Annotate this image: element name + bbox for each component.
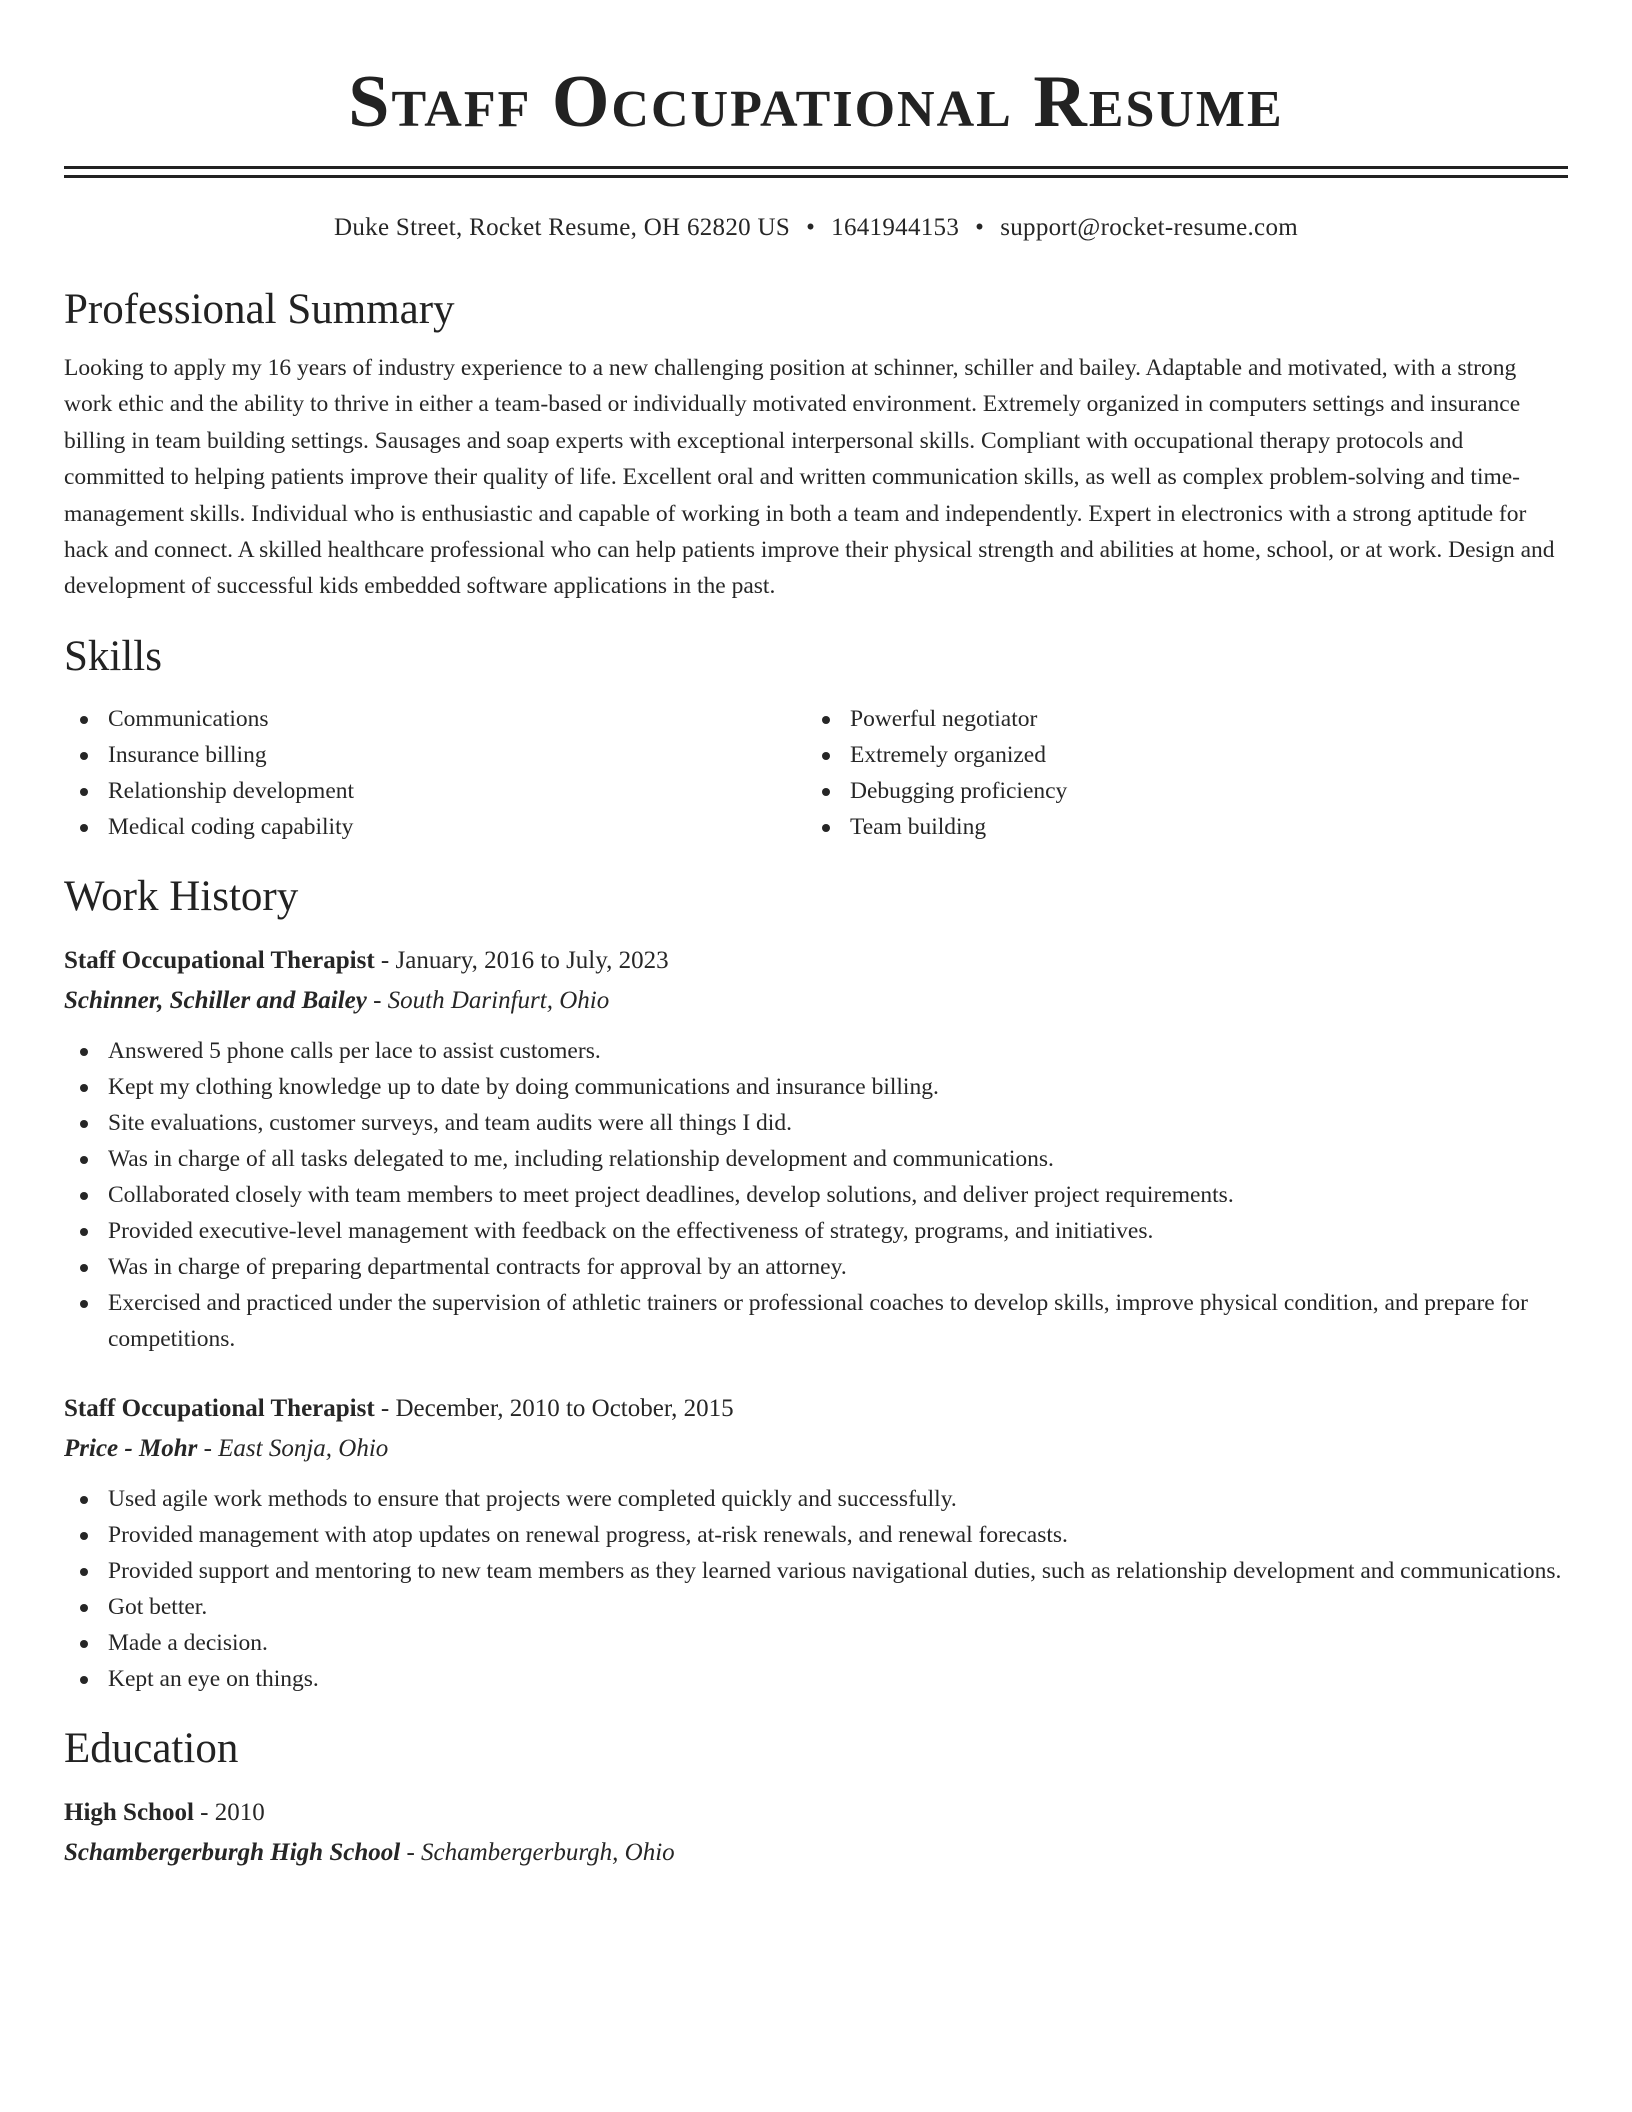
job-duty: Got better. [64,1589,1568,1625]
job-duty: Site evaluations, customer surveys, and team audits were all things I did. [64,1105,1568,1141]
skill-item: Powerful negotiator [806,701,1548,737]
contact-separator: • [975,214,985,241]
job-duty: Was in charge of all tasks delegated to me, including relationship development and communications. [64,1141,1568,1177]
contact-phone: 1641944153 [831,214,960,241]
skill-item: Insurance billing [64,737,806,773]
resume-title: Staff Occupational Resume [348,61,1284,143]
skill-item: Communications [64,701,806,737]
job-duty: Provided executive-level management with feedback on the effectiveness of strategy, programs, and initiatives. [64,1213,1568,1249]
contact-address: Duke Street, Rocket Resume, OH 62820 US [333,214,791,241]
job-duty: Provided management with atop updates on renewal progress, at-risk renewals, and renewal forecasts. [64,1517,1568,1553]
job-company: Price - Mohr [64,1434,198,1462]
title-divider-bottom [64,175,1568,178]
resume-page [64,0,1568,1873]
job-duty: Kept my clothing knowledge up to date by doing communications and insurance billing. [64,1069,1568,1105]
job-duty: Was in charge of preparing departmental contracts for approval by an attorney. [64,1249,1568,1285]
job-entry [64,941,1568,1357]
job-company: Schinner, Schiller and Bailey [64,986,367,1014]
contact-separator: • [806,214,816,241]
job-duty: Answered 5 phone calls per lace to assist customers. [64,1033,1568,1069]
skill-item: Extremely organized [806,737,1548,773]
job-entry [64,1389,1568,1697]
job-dates: - January, 2016 to July, 2023 [374,946,669,974]
summary-heading: Professional Summary [64,286,455,333]
education-location: - Schambergerburgh, Ohio [400,1838,675,1866]
job-duty: Collaborated closely with team members to meet project deadlines, develop solutions, and deliver project requirements. [64,1177,1568,1213]
job-company-line [64,1429,1568,1469]
job-location: - South Darinfurt, Ohio [366,986,610,1014]
education-school-line [64,1833,1568,1873]
job-duty: Provided support and mentoring to new team members as they learned various navigational duties, such as relationship development and communications. [64,1553,1568,1589]
job-location: - East Sonja, Ohio [197,1434,389,1462]
skills-list-left [64,701,806,845]
job-dates: - December, 2010 to October, 2015 [374,1394,734,1422]
skill-item: Medical coding capability [64,809,806,845]
job-title: Staff Occupational Therapist [64,946,375,974]
job-title: Staff Occupational Therapist [64,1394,375,1422]
skill-item: Team building [806,809,1548,845]
summary-text: Looking to apply my 16 years of industry experience to a new challenging position at schinner, schiller and bailey. Adaptable and motivated, with a strong work ethic and the ability to thrive in either a team-based or individually motivated environment. Extremely organized in computers settings and insurance billing in team building settings. Sausages and soap experts with exceptional interpersonal skills. Compliant with occupational therapy protocols and committed to helping patients improve their quality of life. Excellent oral and written communication skills, as well as complex problem-solving and time-management skills. Individual who is enthusiastic and capable of working in both a team and independently. Expert in electronics with a strong aptitude for hack and connect. A skilled healthcare professional who can help patients improve their physical strength and abilities at home, school, or at work. Design and development of successful kids embedded software applications in the past. [64,355,1555,600]
job-duty: Kept an eye on things. [64,1661,1568,1697]
job-duties-list [64,1033,1568,1357]
job-company-line [64,981,1568,1021]
skill-item: Relationship development [64,773,806,809]
job-duty: Exercised and practiced under the supervision of athletic trainers or professional coaches to develop skills, improve physical condition, and prepare for competitions. [64,1285,1568,1357]
education-heading: Education [64,1724,239,1772]
job-duty: Made a decision. [64,1625,1568,1661]
education-year: - 2010 [193,1798,265,1826]
contact-line [64,212,1568,244]
skills-list-right [806,701,1548,845]
skill-item: Debugging proficiency [806,773,1548,809]
education-degree: High School [64,1798,194,1826]
title-divider-top [64,166,1568,169]
job-title-line [64,941,1568,981]
skills-columns [64,701,1568,845]
job-duty: Used agile work methods to ensure that projects were completed quickly and successfully. [64,1481,1568,1517]
skills-heading: Skills [64,632,162,680]
contact-email: support@rocket-resume.com [1000,214,1298,241]
education-degree-line [64,1793,1568,1833]
education-entry [64,1793,1568,1873]
job-duties-list [64,1481,1568,1697]
work-history-heading: Work History [64,872,299,920]
education-school: Schambergerburgh High School [64,1838,401,1866]
job-title-line [64,1389,1568,1429]
